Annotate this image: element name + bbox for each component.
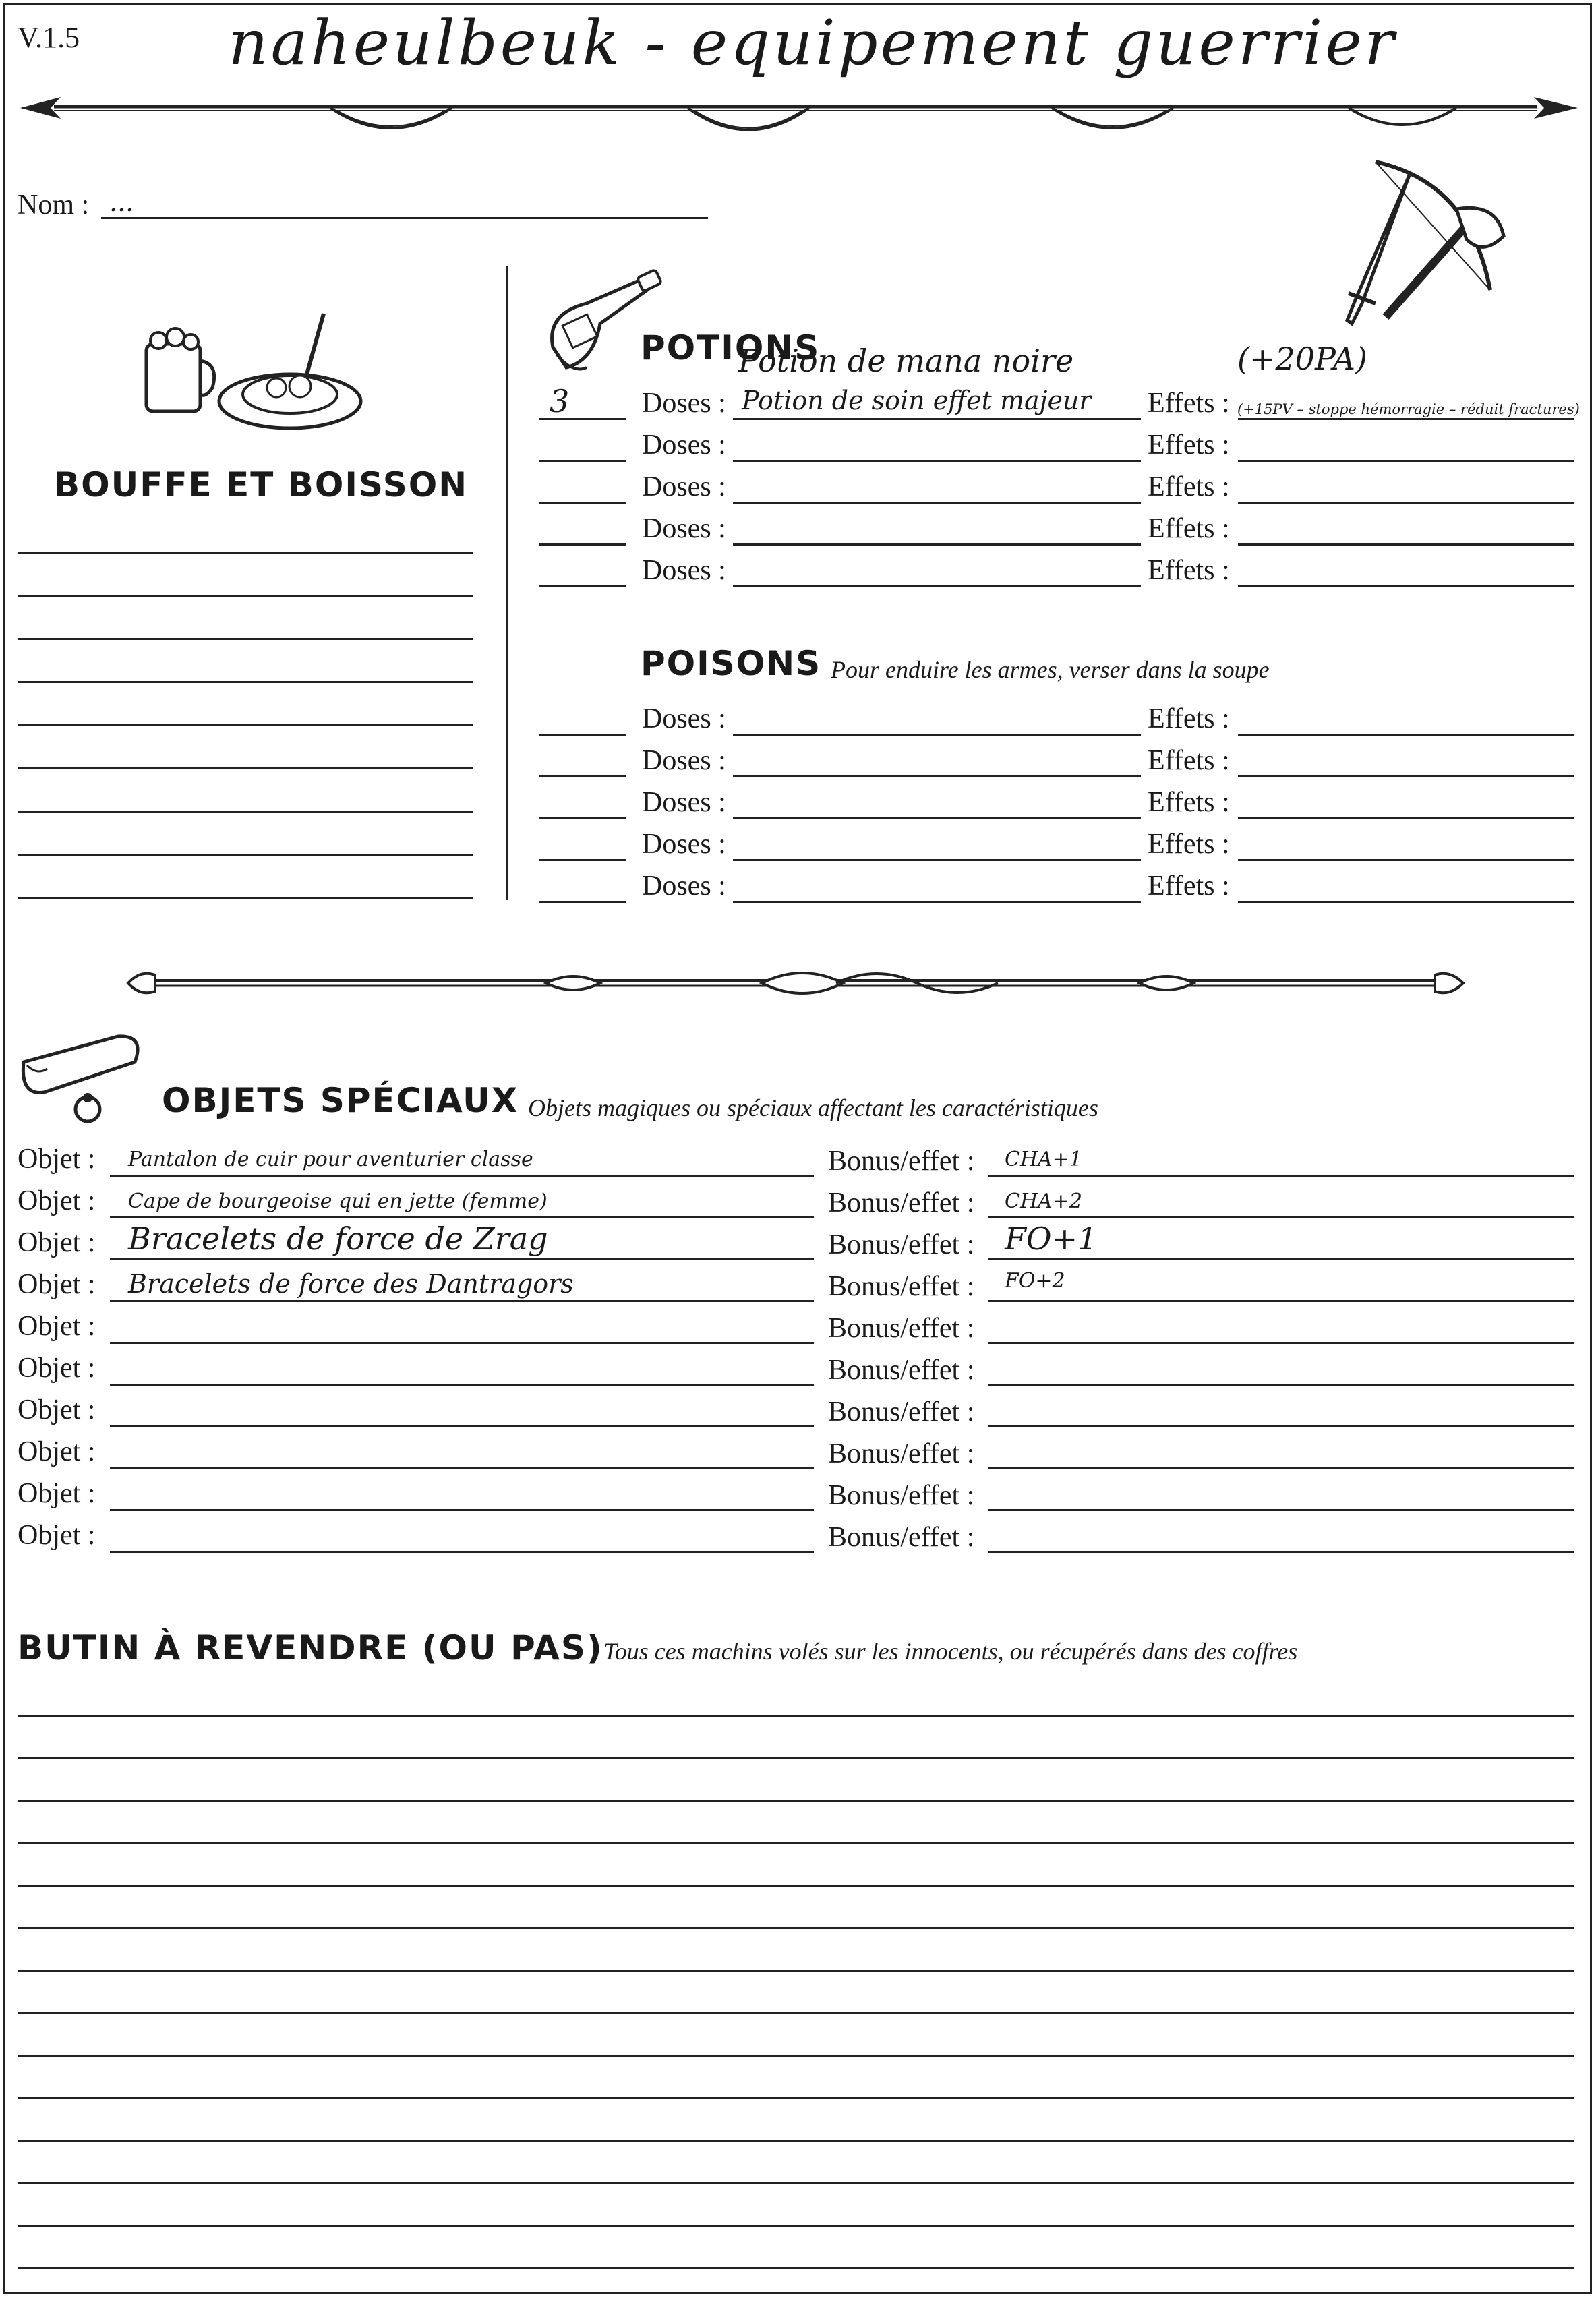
potion-name-field[interactable] xyxy=(733,418,1141,420)
food-line[interactable] xyxy=(18,724,473,726)
objet-label: Objet : xyxy=(18,1185,96,1216)
objet-name: Bracelets de force des Dantragors xyxy=(128,1269,574,1299)
poison-qty-field[interactable] xyxy=(539,775,626,777)
objet-name-field[interactable] xyxy=(110,1258,814,1260)
spear-ornament-icon xyxy=(13,88,1585,148)
potion-effect-field[interactable] xyxy=(1238,418,1574,420)
objet-label: Objet : xyxy=(18,1353,96,1384)
potion-name-field[interactable] xyxy=(733,585,1141,587)
potion-effets-label: Effets : xyxy=(1148,513,1230,544)
objet-name-field[interactable] xyxy=(110,1216,814,1218)
potion-name-field[interactable] xyxy=(733,460,1141,462)
poisons-heading: POISONS xyxy=(641,644,822,683)
staff-ornament-icon xyxy=(128,958,1463,1005)
poison-doses-label: Doses : xyxy=(642,787,726,818)
weapons-icon xyxy=(1322,155,1524,337)
objet-name-field[interactable] xyxy=(110,1342,814,1344)
poison-qty-field[interactable] xyxy=(539,734,626,736)
food-line[interactable] xyxy=(18,681,473,683)
bonus-field[interactable] xyxy=(988,1342,1574,1344)
objet-name-field[interactable] xyxy=(110,1509,814,1511)
potion-qty-field[interactable] xyxy=(539,418,626,420)
objet-name-field[interactable] xyxy=(110,1384,814,1386)
food-line[interactable] xyxy=(18,552,473,554)
bonus-field[interactable] xyxy=(988,1425,1574,1427)
name-field[interactable] xyxy=(101,217,708,219)
poison-effect-field[interactable] xyxy=(1238,734,1574,736)
food-line[interactable] xyxy=(18,638,473,640)
bonus-label: Bonus/effet : xyxy=(828,1187,975,1218)
poison-doses-label: Doses : xyxy=(642,829,726,860)
objet-name: Pantalon de cuir pour aventurier classe xyxy=(128,1148,533,1171)
bonus-field[interactable] xyxy=(988,1467,1574,1469)
objet-name-field[interactable] xyxy=(110,1425,814,1427)
food-bowl-icon xyxy=(138,307,367,435)
objet-bonus: CHA+2 xyxy=(1005,1189,1083,1213)
potion-effets-label: Effets : xyxy=(1148,555,1230,586)
bonus-field[interactable] xyxy=(988,1509,1574,1511)
bonus-label: Bonus/effet : xyxy=(828,1229,975,1260)
bonus-label: Bonus/effet : xyxy=(828,1480,975,1511)
objets-subtitle: Objets magiques ou spéciaux affectant les caractéristiques xyxy=(528,1094,1098,1121)
bonus-label: Bonus/effet : xyxy=(828,1522,975,1553)
poison-name-field[interactable] xyxy=(733,775,1141,777)
potion-qty-field[interactable] xyxy=(539,502,626,504)
poison-doses-label: Doses : xyxy=(642,871,726,902)
bonus-field[interactable] xyxy=(988,1384,1574,1386)
objet-label: Objet : xyxy=(18,1436,96,1467)
potion-doses-label: Doses : xyxy=(642,430,726,461)
bonus-label: Bonus/effet : xyxy=(828,1146,975,1177)
objet-name-field[interactable] xyxy=(110,1175,814,1177)
butin-line[interactable] xyxy=(18,1800,1574,1802)
potion-effect-field[interactable] xyxy=(1238,460,1574,462)
potion-effect-field[interactable] xyxy=(1238,543,1574,546)
poison-effect-field[interactable] xyxy=(1238,817,1574,819)
bonus-label: Bonus/effet : xyxy=(828,1271,975,1302)
poison-qty-field[interactable] xyxy=(539,901,626,903)
poison-qty-field[interactable] xyxy=(539,817,626,819)
food-line[interactable] xyxy=(18,595,473,597)
butin-line[interactable] xyxy=(18,2182,1574,2184)
potion-effets-label: Effets : xyxy=(1148,388,1230,419)
potion-doses-label: Doses : xyxy=(642,513,726,544)
objet-label: Objet : xyxy=(18,1227,96,1258)
name-value: ... xyxy=(109,187,134,217)
objet-name-field[interactable] xyxy=(110,1467,814,1469)
poison-effect-field[interactable] xyxy=(1238,901,1574,903)
potion-extra-effect: (+20PA) xyxy=(1237,341,1367,377)
objet-label: Objet : xyxy=(18,1269,96,1300)
butin-line[interactable] xyxy=(18,2225,1574,2227)
bonus-field[interactable] xyxy=(988,1551,1574,1553)
potion-qty-field[interactable] xyxy=(539,543,626,546)
objet-label: Objet : xyxy=(18,1478,96,1509)
poisons-subtitle: Pour enduire les armes, verser dans la soupe xyxy=(831,656,1270,683)
potion-effect-field[interactable] xyxy=(1238,585,1574,587)
bonus-label: Bonus/effet : xyxy=(828,1438,975,1469)
objet-name-field[interactable] xyxy=(110,1551,814,1553)
potion-effets-label: Effets : xyxy=(1148,430,1230,461)
poison-effect-field[interactable] xyxy=(1238,775,1574,777)
butin-line[interactable] xyxy=(18,1927,1574,1929)
potion-qty-field[interactable] xyxy=(539,460,626,462)
poison-effect-field[interactable] xyxy=(1238,859,1574,861)
potions-heading: POTIONS xyxy=(641,328,821,367)
butin-subtitle: Tous ces machins volés sur les innocents, ou récupérés dans des coffres xyxy=(603,1638,1298,1665)
bonus-label: Bonus/effet : xyxy=(828,1396,975,1427)
potion-doses-label: Doses : xyxy=(642,471,726,502)
objets-heading: OBJETS SPÉCIAUX xyxy=(162,1081,519,1120)
food-line[interactable] xyxy=(18,897,473,899)
objet-name-field[interactable] xyxy=(110,1300,814,1302)
butin-line[interactable] xyxy=(18,2267,1574,2269)
scroll-ring-icon xyxy=(17,1028,152,1129)
poison-qty-field[interactable] xyxy=(539,859,626,861)
objet-label: Objet : xyxy=(18,1144,96,1175)
poison-name-field[interactable] xyxy=(733,734,1141,736)
food-heading: BOUFFE ET BOISSON xyxy=(54,465,469,504)
objet-bonus: CHA+1 xyxy=(1005,1148,1083,1171)
poison-name-field[interactable] xyxy=(733,817,1141,819)
potion-effect: (+15PV – stoppe hémorragie – réduit fractures) xyxy=(1237,401,1580,417)
column-divider xyxy=(506,266,508,900)
objet-name: Cape de bourgeoise qui en jette (femme) xyxy=(128,1189,548,1213)
bonus-label: Bonus/effet : xyxy=(828,1355,975,1386)
potion-name-field[interactable] xyxy=(733,502,1141,504)
butin-line[interactable] xyxy=(18,1970,1574,1972)
poison-name-field[interactable] xyxy=(733,901,1141,903)
butin-heading: BUTIN À REVENDRE (OU PAS) xyxy=(18,1628,603,1668)
butin-line[interactable] xyxy=(18,2012,1574,2014)
bonus-field[interactable] xyxy=(988,1175,1574,1177)
butin-line[interactable] xyxy=(18,2140,1574,2142)
poison-effets-label: Effets : xyxy=(1148,787,1230,818)
name-label: Nom : xyxy=(18,189,90,220)
butin-line[interactable] xyxy=(18,1842,1574,1844)
bonus-field[interactable] xyxy=(988,1300,1574,1302)
butin-line[interactable] xyxy=(18,2055,1574,2057)
poison-doses-label: Doses : xyxy=(642,745,726,776)
food-line[interactable] xyxy=(18,854,473,856)
butin-line[interactable] xyxy=(18,1885,1574,1887)
poison-name-field[interactable] xyxy=(733,859,1141,861)
objet-label: Objet : xyxy=(18,1394,96,1425)
page-title: naheulbeuk - equipement guerrier xyxy=(228,7,1397,79)
objet-label: Objet : xyxy=(18,1311,96,1342)
potion-doses-label: Doses : xyxy=(642,555,726,586)
potion-effets-label: Effets : xyxy=(1148,471,1230,502)
version-label: V.1.5 xyxy=(18,21,80,54)
poison-doses-label: Doses : xyxy=(642,703,726,734)
potion-qty: 3 xyxy=(550,383,570,419)
bonus-field[interactable] xyxy=(988,1258,1574,1260)
objet-bonus: FO+1 xyxy=(1005,1220,1098,1257)
poison-effets-label: Effets : xyxy=(1148,703,1230,734)
poison-effets-label: Effets : xyxy=(1148,871,1230,902)
butin-line[interactable] xyxy=(18,1757,1574,1759)
poison-effets-label: Effets : xyxy=(1148,829,1230,860)
objet-name: Bracelets de force de Zrag xyxy=(128,1220,548,1257)
potion-name-field[interactable] xyxy=(733,543,1141,546)
potion-qty-field[interactable] xyxy=(539,585,626,587)
butin-line[interactable] xyxy=(18,2097,1574,2099)
bonus-label: Bonus/effet : xyxy=(828,1313,975,1344)
food-line[interactable] xyxy=(18,811,473,813)
potion-name: Potion de soin effet majeur xyxy=(742,386,1092,415)
bonus-field[interactable] xyxy=(988,1216,1574,1218)
objet-bonus: FO+2 xyxy=(1005,1269,1065,1293)
food-line[interactable] xyxy=(18,767,473,769)
potion-effect-field[interactable] xyxy=(1238,502,1574,504)
potion-extra-name: Potion de mana noire xyxy=(738,343,1074,379)
poison-effets-label: Effets : xyxy=(1148,745,1230,776)
potion-doses-label: Doses : xyxy=(642,388,726,419)
butin-line[interactable] xyxy=(18,1715,1574,1717)
objet-label: Objet : xyxy=(18,1520,96,1551)
